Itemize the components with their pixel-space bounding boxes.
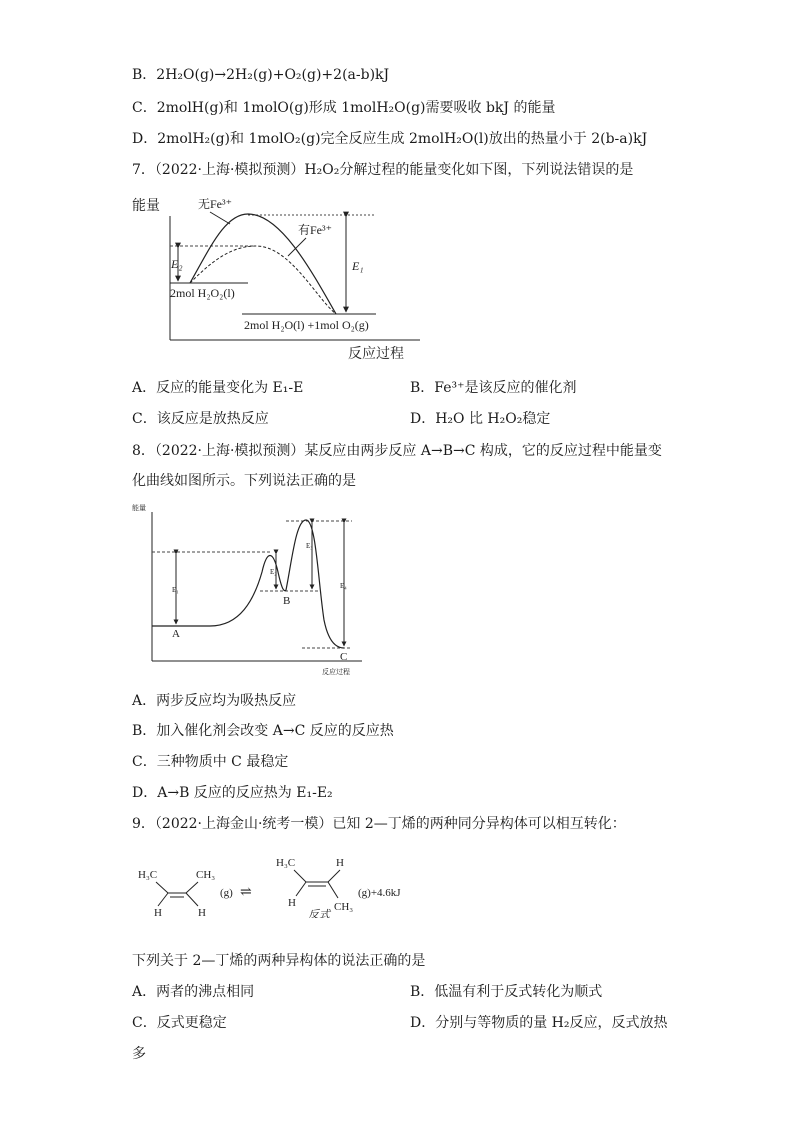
e3-label: E₃: [306, 542, 313, 550]
q9-stem: 9．（2022·上海金山·统考一模）已知 2—丁烯的两种同分异构体可以相互转化：: [132, 816, 626, 832]
q8-option-c: C．三种物质中 C 最稳定: [132, 754, 289, 770]
q8-option-d: D．A→B 反应的反应热为 E₁-E₂: [132, 785, 333, 801]
q7-stem: 7．（2022·上海·模拟预测）H₂O₂分解过程的能量变化如下图，下列说法错误的是: [132, 162, 634, 178]
x-axis-label: 反应过程: [322, 668, 350, 676]
y-axis-label: 能量: [132, 504, 146, 512]
equilibrium-arrows: ⇌: [240, 885, 252, 900]
cis-bond-ll: [158, 893, 168, 906]
catalyst-pointer: [288, 238, 306, 256]
cis-bond-lr: [186, 893, 198, 906]
q8-stem-line2: 化曲线如图所示。下列说法正确的是: [132, 473, 356, 489]
trans-bond-ur: [328, 870, 340, 882]
q7-option-a: A．反应的能量变化为 E₁-E: [132, 380, 304, 396]
option-d-prev: D．2molH₂(g)和 1molO₂(g)完全反应生成 2molH₂O(l)放出的热量小于 2(b-a)kJ: [132, 131, 648, 147]
label-b: B: [283, 595, 291, 607]
q9-option-d: D．分别与等物质的量 H₂反应，反式放热: [410, 1015, 668, 1031]
cis-h-right: H: [198, 907, 206, 918]
q8-option-b: B．加入催化剂会改变 A→C 反应的反应热: [132, 723, 394, 739]
label-c: C: [340, 651, 348, 663]
trans-h3c: H₃C: [276, 857, 296, 869]
q7-energy-diagram: [130, 188, 430, 368]
q8-energy-diagram: [130, 500, 370, 680]
e4-label: E₄: [340, 582, 347, 590]
trans-ch3: CH₃: [334, 901, 354, 913]
reactant-label: 2mol H₂O₂(l): [170, 286, 235, 300]
trans-bond-ul: [294, 870, 306, 882]
curve-catalyst: [190, 246, 336, 314]
label-a: A: [172, 628, 180, 640]
option-c-prev: C．2molH(g)和 1molO(g)形成 1molH₂O(g)需要吸收 bkJ 的能量: [132, 100, 556, 116]
product-label: 2mol H₂O(l) +1mol O₂(g): [244, 318, 369, 332]
q9-option-a: A．两者的沸点相同: [132, 984, 255, 1000]
q8-option-a: A．两步反应均为吸热反应: [132, 693, 297, 709]
trans-h-top: H: [336, 857, 344, 869]
q7-option-b: B．Fe³⁺是该反应的催化剂: [410, 380, 577, 396]
catalyst-label: 有Fe³⁺: [298, 223, 332, 237]
trans-h-bottom: H: [288, 897, 296, 909]
cis-bond-ul: [156, 882, 168, 893]
cis-state: (g): [220, 887, 233, 899]
reaction-curve: [152, 520, 344, 648]
q9-option-c: C．反式更稳定: [132, 1015, 227, 1031]
no-catalyst-label: 无Fe³⁺: [198, 197, 232, 211]
q7-option-d: D．H₂O 比 H₂O₂稳定: [410, 411, 551, 427]
e2-label: E₂: [171, 257, 183, 271]
trans-bond-lr: [328, 882, 338, 898]
option-b-prev: B．2H₂O(g)→2H₂(g)+O₂(g)+2(a-b)kJ: [132, 67, 390, 83]
e1-label: E₁: [172, 586, 179, 594]
q9-isomer-diagram: [130, 848, 430, 918]
x-axis-label: 反应过程: [348, 347, 404, 362]
trans-state: (g)+4.6kJ: [358, 887, 401, 899]
trans-caption: 反式: [308, 909, 330, 918]
cis-h-left: H: [154, 907, 162, 918]
q9-option-d-cont: 多: [132, 1046, 146, 1062]
q7-option-c: C．该反应是放热反应: [132, 411, 269, 427]
cis-ch3: CH₃: [196, 869, 216, 881]
cis-h3c: H₃C: [138, 869, 158, 881]
no-catalyst-pointer: [210, 212, 230, 224]
y-axis-label: 能量: [132, 199, 160, 214]
e2-label: E₂: [270, 568, 277, 576]
q9-option-b: B．低温有利于反式转化为顺式: [410, 984, 603, 1000]
e1-label: E₁: [352, 259, 364, 273]
q9-question: 下列关于 2—丁烯的两种异构体的说法正确的是: [132, 953, 426, 969]
q8-stem-line1: 8．（2022·上海·模拟预测）某反应由两步反应 A→B→C 构成，它的反应过程中能量变: [132, 443, 662, 459]
trans-bond-ll: [296, 882, 306, 896]
cis-bond-ur: [186, 882, 198, 893]
